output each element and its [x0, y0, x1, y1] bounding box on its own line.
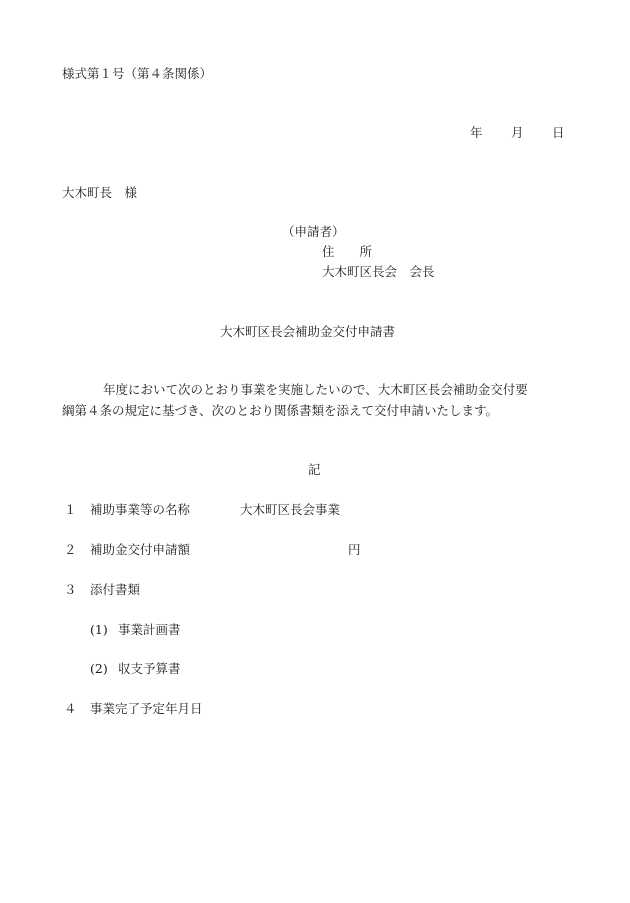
attachment-1-label: 事業計画書 [118, 622, 181, 637]
body-line-2: 綱第４条の規定に基づき、次のとおり関係書類を添えて交付申請いたします。 [62, 403, 499, 418]
applicant-address-label: 住 所 [322, 244, 373, 259]
item-3-number: ３ [64, 582, 77, 597]
addressee: 大木町長 様 [62, 185, 138, 200]
item-1-number: １ [64, 502, 77, 517]
date-year: 年 [470, 125, 483, 140]
form-number: 様式第１号（第４条関係） [62, 66, 213, 81]
attachment-2-label: 収支予算書 [118, 661, 181, 676]
item-2-number: ２ [64, 542, 77, 557]
item-2-label: 補助金交付申請額 [90, 542, 191, 557]
item-1-value: 大木町区長会事業 [240, 502, 341, 517]
body-line-1: 年度において次のとおり事業を実施したいので、大木町区長会補助金交付要 [103, 382, 528, 397]
document-title: 大木町区長会補助金交付申請書 [220, 324, 396, 339]
ki-heading: 記 [308, 462, 321, 477]
date-month: 月 [511, 125, 524, 140]
item-4-label: 事業完了予定年月日 [90, 701, 203, 716]
attachment-1-number: (1) [90, 622, 108, 637]
item-1-label: 補助事業等の名称 [90, 502, 191, 517]
date-day: 日 [552, 125, 565, 140]
applicant-name-label: 大木町区長会 会長 [322, 264, 435, 279]
item-3-label: 添付書類 [90, 582, 141, 597]
attachment-2-number: (2) [90, 661, 108, 676]
item-4-number: ４ [64, 701, 77, 716]
item-2-value: 円 [348, 542, 361, 557]
applicant-heading: （申請者） [282, 224, 345, 239]
